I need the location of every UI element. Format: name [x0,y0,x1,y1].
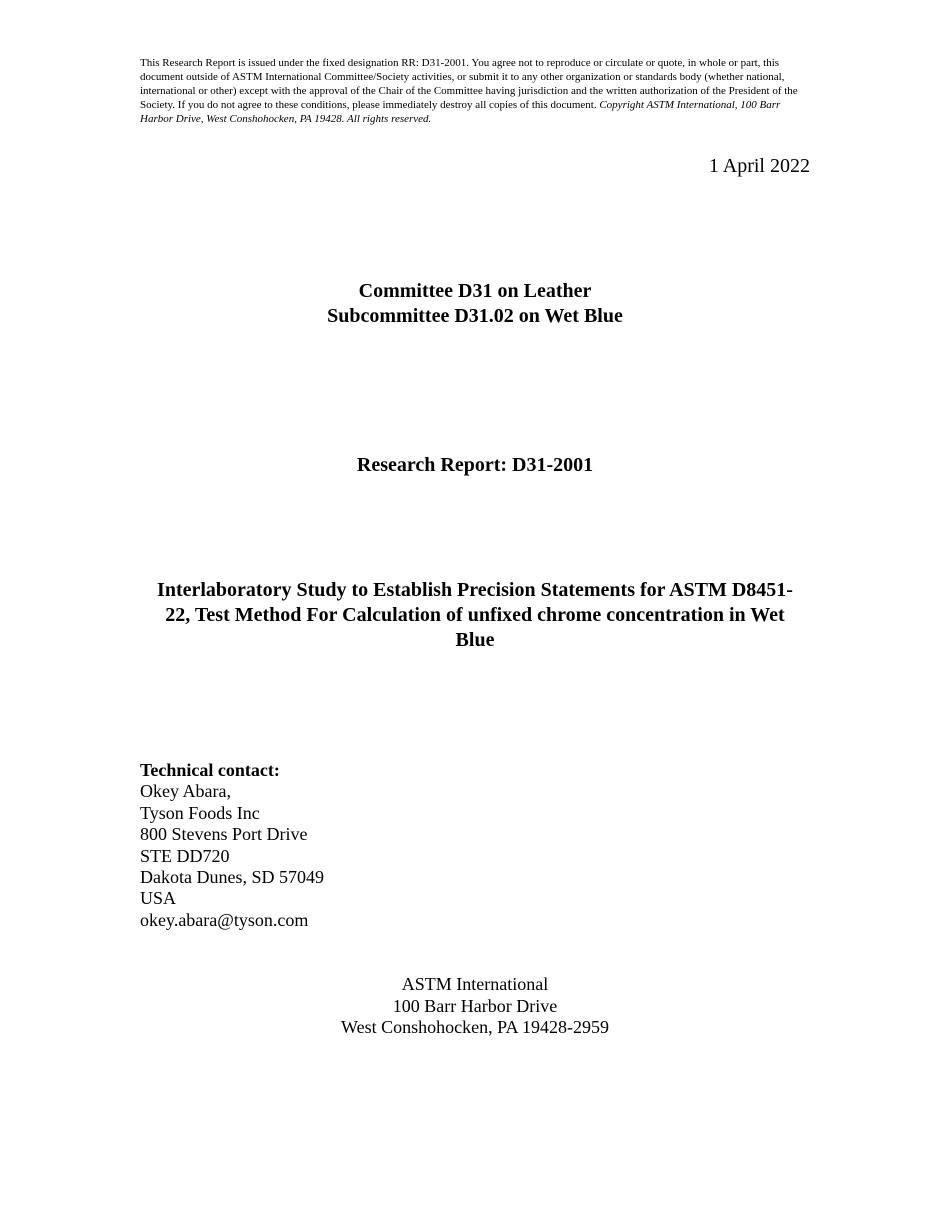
copyright-text: Copyright ASTM International, 100 Barr Harbor Drive, West Conshohocken, PA 19428. All rights reserved. [140,99,781,125]
astm-org-name: ASTM International [401,974,549,994]
contact-email: okey.abara@tyson.com [140,909,309,930]
report-date: 1 April 2022 [708,155,810,177]
astm-address [0,974,950,1039]
contact-city: Dakota Dunes, SD 57049 [140,867,324,888]
contact-label: Technical contact: [140,760,280,780]
contact-suite: STE DD720 [140,845,230,866]
committee-heading [0,279,950,329]
astm-city: West Conshohocken, PA 19428-2959 [341,1017,609,1037]
astm-street: 100 Barr Harbor Drive [392,995,558,1016]
study-title: Interlaboratory Study to Establish Precision Statements for ASTM D8451-22, Test Method For Calculation of unfixed chrome concentration in Wet Blue [157,579,793,651]
technical-contact [140,760,324,931]
subcommittee-name: Subcommittee D31.02 on Wet Blue [327,305,623,327]
contact-country: USA [140,888,177,909]
contact-street: 800 Stevens Port Drive [140,824,308,845]
report-number: Research Report: D31-2001 [356,454,594,476]
usage-notice [140,56,812,126]
notice-text: This Research Report is issued under the fixed designation RR: D31-2001. You agree not to reproduce or circulate or quote, in whole or part, this document outside of ASTM International Committee/Society activities, or submit it to any other organization or standards body (whether national, international or other) except with the approval of the Chair of the Committee having jurisdiction and the written authorization of the President of the Society. If you do not agree to these conditions, please immediately destroy all copies of this document. [140,57,798,111]
contact-name: Okey Abara, [140,781,231,802]
contact-company: Tyson Foods Inc [140,802,260,823]
committee-name: Committee D31 on Leather [358,280,592,302]
